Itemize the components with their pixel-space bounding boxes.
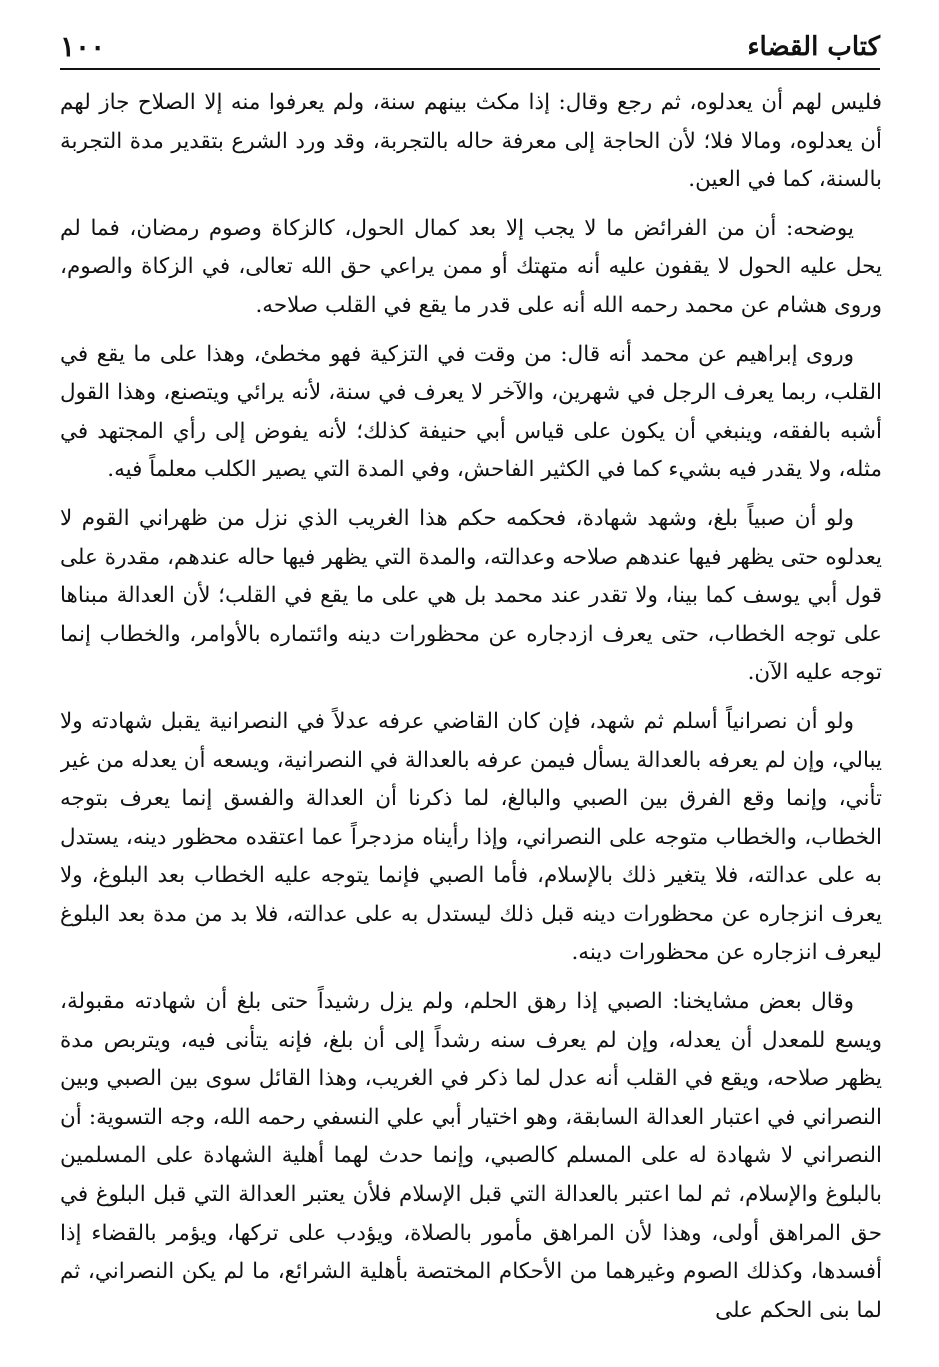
paragraph: ولو أن نصرانياً أسلم ثم شهد، فإن كان القاضي عرفه عدلاً في النصرانية يقبل شهادته ولا يبالي، وإن لم يعرفه بالعدالة يسأل فيمن عرفه بالعدالة في النصرانية، ويسعه أن يعدله من غير تأني، وإنما وقع الفرق بين الصبي والبالغ، لما ذكرنا أن العدالة والفسق إنما يعرف بتوجه الخطاب، والخطاب متوجه على النصراني، وإذا رأيناه مزدجراً عما اعتقده محظور دينه، يستدل به على عدالته، فلا يتغير ذلك بالإسلام، فأما الصبي فإنما يتوجه عليه الخطاب بعد البلوغ، ولا يعرف انزجاره عن محظورات دينه قبل ذلك ليستدل به على عدالته، فلا بد من مدة بعد البلوغ ليعرف انزجاره عن محظورات دينه. — [60, 708, 882, 966]
page-number: ١٠٠ — [60, 30, 106, 63]
chapter-title: كتاب القضاء — [747, 32, 880, 62]
paragraph: وقال بعض مشايخنا: الصبي إذا رهق الحلم، ولم يزل رشيداً حتى بلغ أن شهادته مقبولة، ويسع للمعدل أن يعدله، وإن لم يعرف سنه رشداً إلى أن بلغ، فإنه يتأنى فيه، ويتربص مدة يظهر صلاحه، ويقع في القلب أنه عدل لما ذكر في الغريب، وهذا القائل سوى بين الصبي وبين النصراني في اعتبار العدالة السابقة، وهو اختيار أبي علي النسفي رحمه الله، وجه التسوية: أن النصراني لا شهادة له على المسلم كالصبي، وإنما حدث لهما أهلية الشهادة على المسلمين بالبلوغ والإسلام، ثم لما اعتبر بالعدالة التي قبل الإسلام فلأن يعتبر العدالة التي قبل البلوغ في حق المراهق أولى، وهذا لأن المراهق مأمور بالصلاة، ويؤدب على تركها، ويؤمر بالقضاء إذا أفسدها، وكذلك الصوم وغيرهما من الأحكام المختصة بأهلية الشرائع، ما لم يكن النصراني، ثم لما بنى الحكم على — [60, 989, 882, 1323]
paragraph: يوضحه: أن من الفرائض ما لا يجب إلا بعد كمال الحول، كالزكاة وصوم رمضان، فما لم يحل عليه الحول لا يقفون عليه أنه متهتك أو ممن يراعي حق الله تعالى، في الزكاة والصوم، وروى هشام عن محمد رحمه الله أنه على قدر ما يقع في القلب صلاحه. — [60, 215, 882, 318]
paragraph: فليس لهم أن يعدلوه، ثم رجع وقال: إذا مكث بينهم سنة، ولم يعرفوا منه إلا الصلاح جاز لهم أن يعدلوه، ومالا فلا؛ لأن الحاجة إلى معرفة حاله بالتجربة، وقد ورد الشرع بتقدير مدة التجربة بالسنة، كما في العين. — [60, 90, 882, 193]
text-body — [60, 84, 882, 1354]
paragraph: ولو أن صبياً بلغ، وشهد شهادة، فحكمه حكم هذا الغريب الذي نزل من ظهراني القوم لا يعدلوه حتى يظهر فيها عندهم صلاحه وعدالته، والمدة التي يظهر فيها حاله عندهم، مقدرة على قول أبي يوسف كما بينا، ولا تقدر عند محمد بل هي على ما يقع في القلب؛ لأن العدالة مبناها على توجه الخطاب، حتى يعرف ازدجاره عن محظورات دينه وائتماره بالأوامر، والخطاب إنما توجه عليه الآن. — [60, 505, 882, 686]
paragraph: وروى إبراهيم عن محمد أنه قال: من وقت في التزكية فهو مخطئ، وهذا على ما يقع في القلب، ربما يعرف الرجل في شهرين، والآخر لا يعرف في سنة، لأنه يرائي ويتصنع، وهذا القول أشبه بالفقه، وينبغي أن يكون على قياس أبي حنيفة كذلك؛ لأنه يفوض إلى رأي المجتهد في مثله، ولا يقدر فيه بشيء كما في الكثير الفاحش، وفي المدة التي يصير الكلب معلماً فيه. — [60, 341, 882, 483]
page-header — [60, 26, 880, 70]
